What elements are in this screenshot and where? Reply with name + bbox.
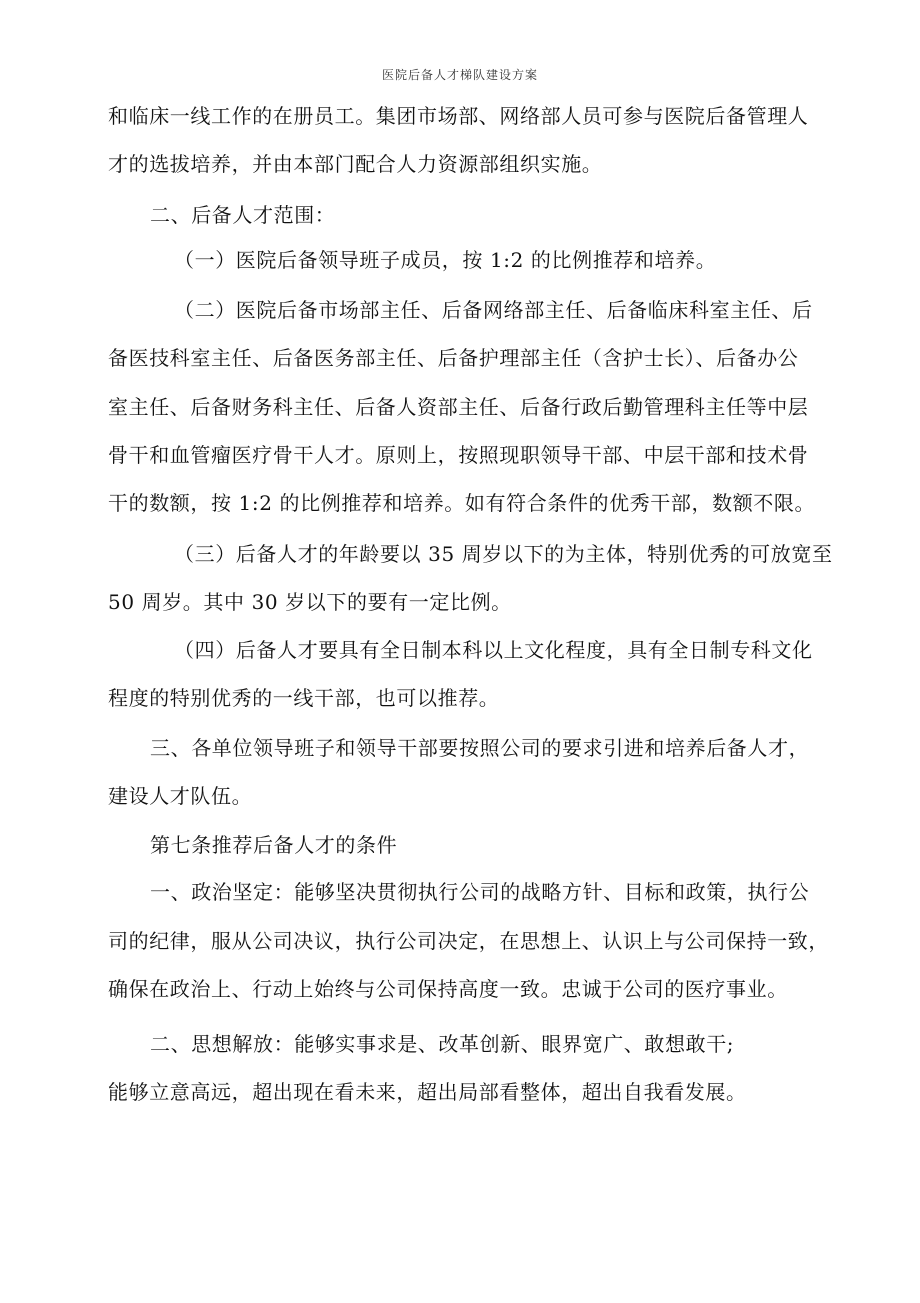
- paragraph-line: 50 周岁。其中 30 岁以下的要有一定比例。: [108, 590, 512, 614]
- paragraph-line: 建设人才队伍。: [108, 784, 253, 808]
- paragraph-line: 室主任、后备财务科主任、后备人资部主任、后备行政后勤管理科主任等中层: [108, 395, 809, 419]
- article-heading: 第七条推荐后备人才的条件: [150, 833, 398, 857]
- paragraph-line: 确保在政治上、行动上始终与公司保持高度一致。忠诚于公司的医疗事业。: [108, 977, 788, 1001]
- paragraph-line: 才的选拔培养，并由本部门配合人力资源部组织实施。: [108, 152, 603, 176]
- paragraph-line: 骨干和血管瘤医疗骨干人才。原则上，按照现职领导干部、中层干部和技术骨: [108, 443, 809, 467]
- paragraph-line: （二）医院后备市场部主任、后备网络部主任、后备临床科室主任、后: [174, 298, 813, 322]
- running-header: 医院后备人才梯队建设方案: [381, 68, 538, 82]
- paragraph-line: （一）医院后备领导班子成员，按 1:2 的比例推荐和培养。: [174, 248, 717, 272]
- paragraph-line: （三）后备人才的年龄要以 35 周岁以下的为主体，特别优秀的可放宽至: [174, 542, 833, 566]
- paragraph-line: 司的纪律，服从公司决议，执行公司决定，在思想上、认识上与公司保持一致，: [108, 929, 829, 953]
- paragraph-line: 能够立意高远，超出现在看未来，超出局部看整体，超出自我看发展。: [108, 1080, 747, 1104]
- paragraph-line: （四）后备人才要具有全日制本科以上文化程度，具有全日制专科文化: [174, 638, 813, 662]
- paragraph-line: 一、政治坚定：能够坚决贯彻执行公司的战略方针、目标和政策，执行公: [150, 880, 810, 904]
- paragraph-line: 程度的特别优秀的一线干部，也可以推荐。: [108, 686, 500, 710]
- paragraph-line: 三、各单位领导班子和领导干部要按照公司的要求引进和培养后备人才，: [150, 736, 810, 760]
- paragraph-line: 备医技科室主任、后备医务部主任、后备护理部主任（含护士长）、后备办公: [108, 346, 799, 370]
- section-heading: 二、后备人才范围：: [150, 203, 336, 227]
- paragraph-line: 干的数额，按 1:2 的比例推荐和培养。如有符合条件的优秀干部，数额不限。: [108, 491, 816, 515]
- paragraph-line: 二、思想解放：能够实事求是、改革创新、眼界宽广、敢想敢干;: [150, 1032, 735, 1056]
- paragraph-line: 和临床一线工作的在册员工。集团市场部、网络部人员可参与医院后备管理人: [108, 104, 809, 128]
